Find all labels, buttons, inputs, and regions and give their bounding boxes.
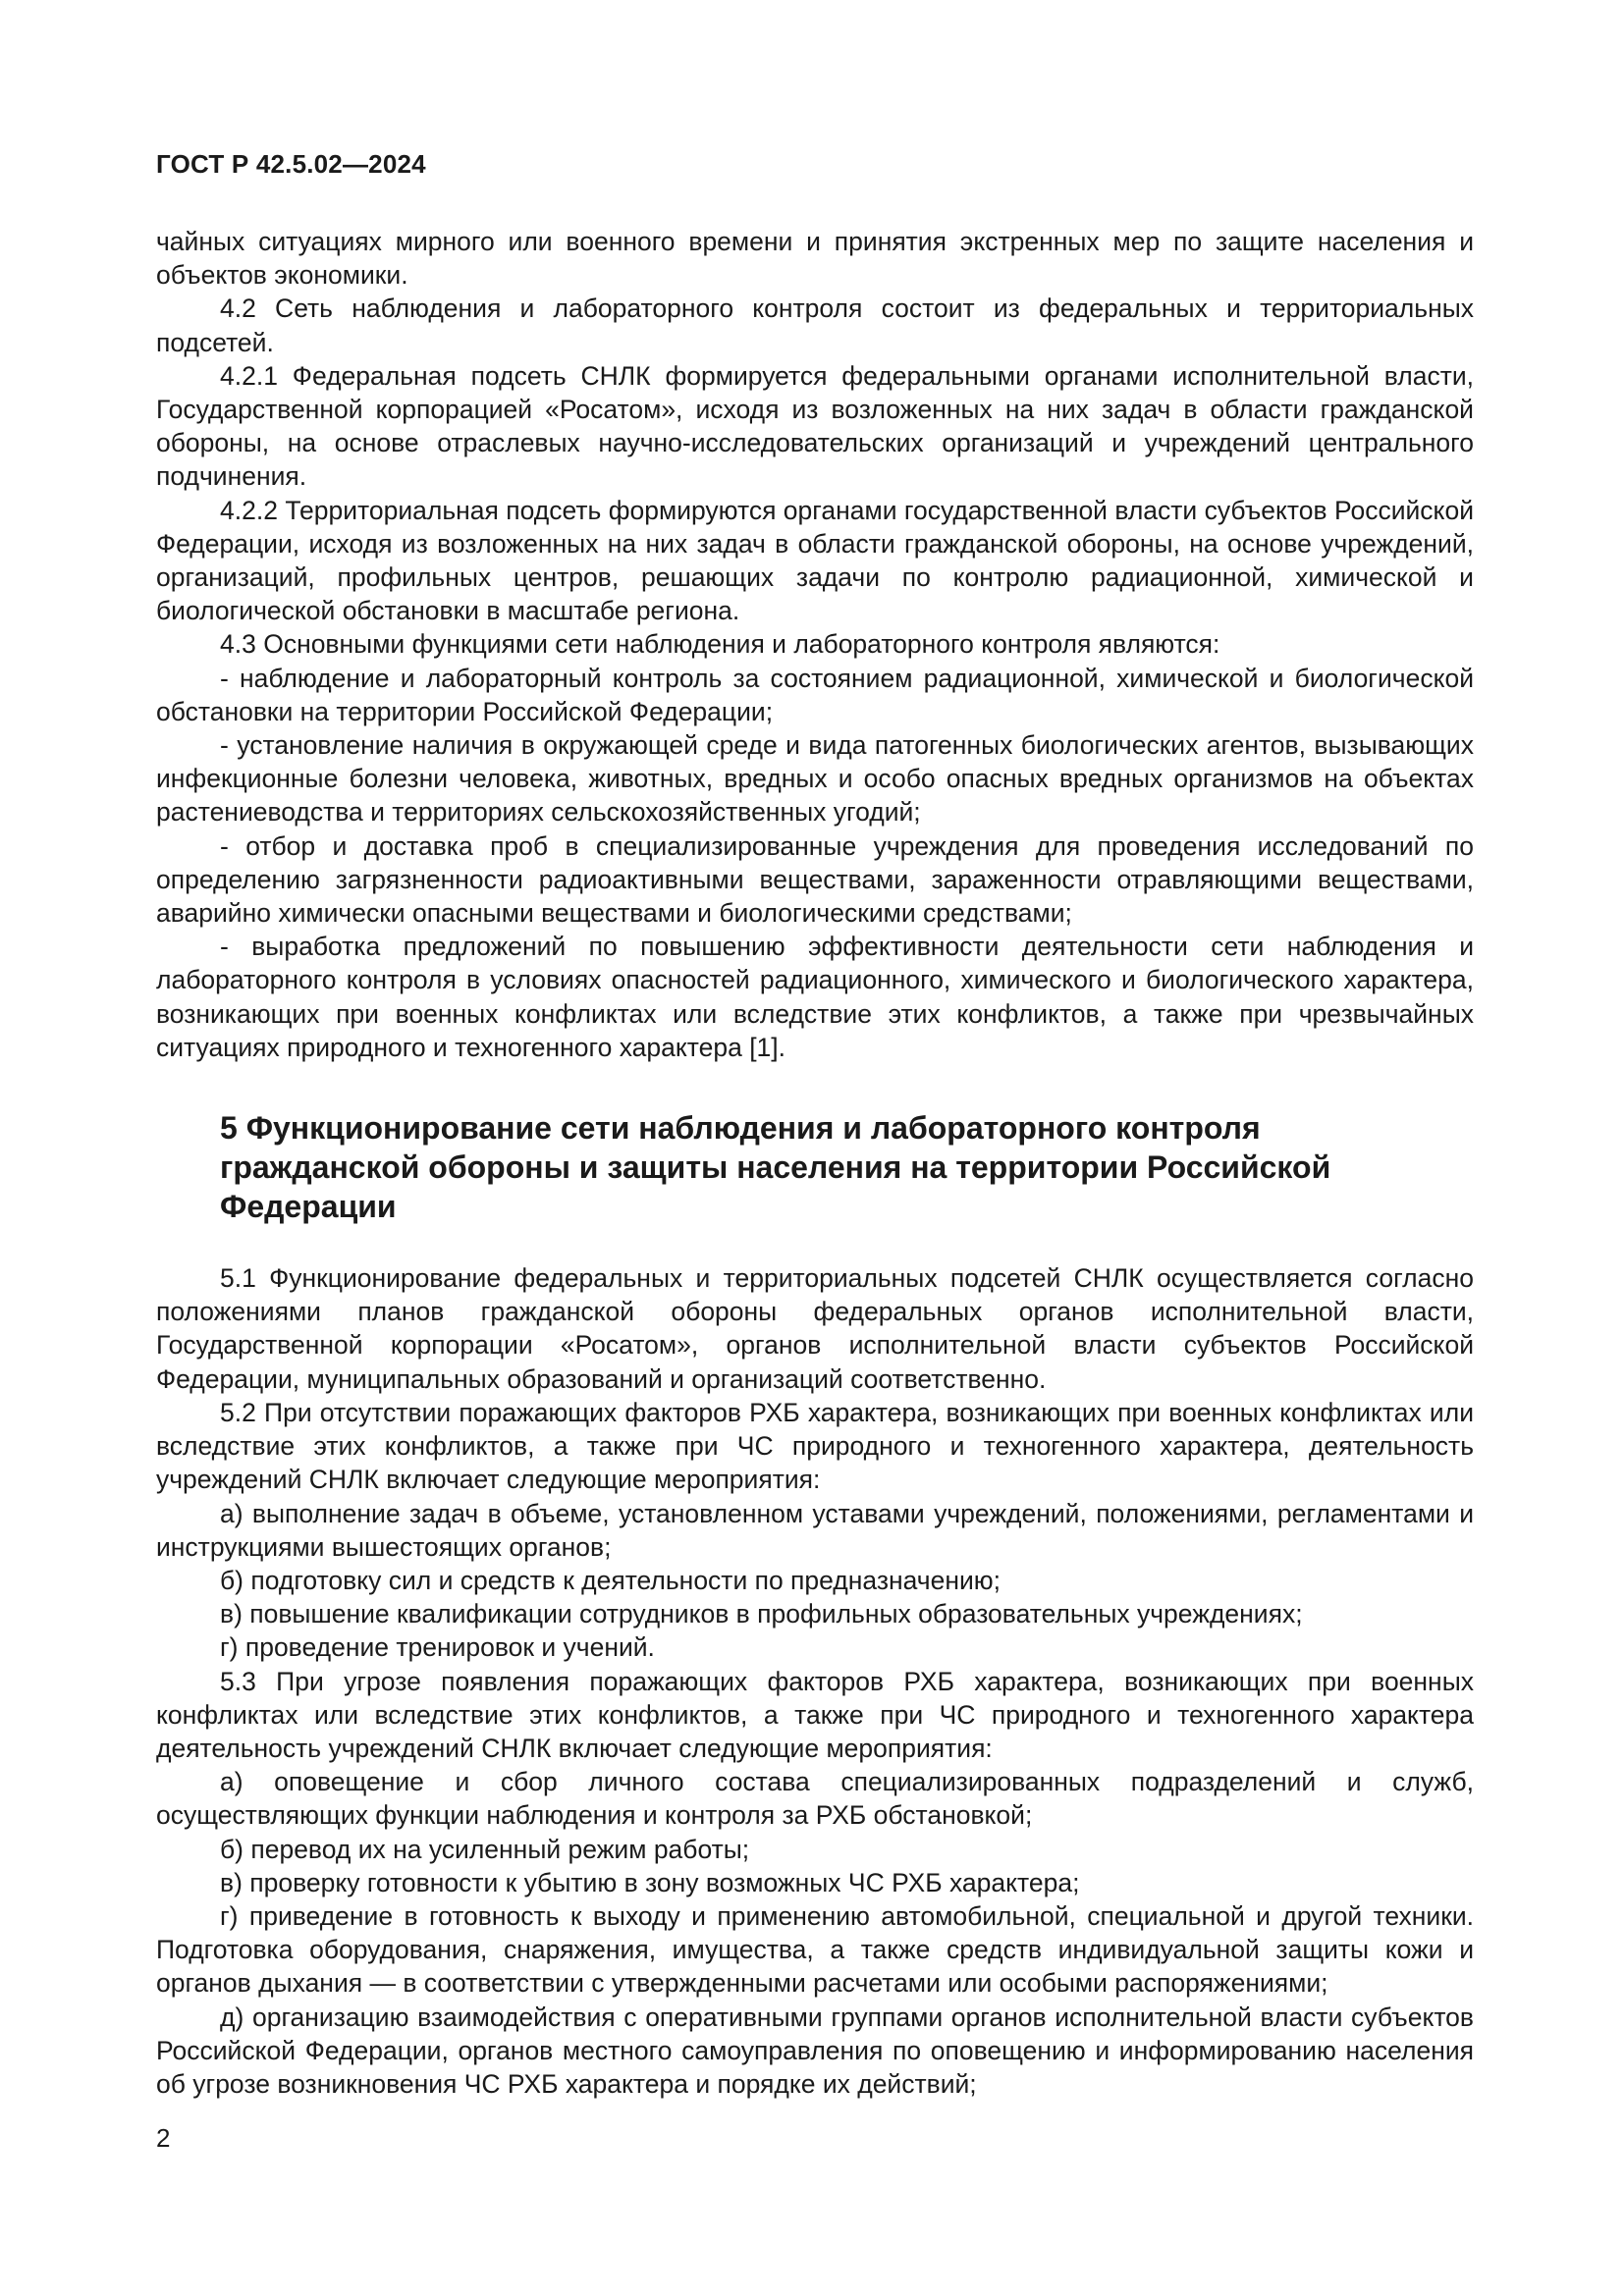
list-item: а) выполнение задач в объеме, установленном уставами учреждений, положениями, регламентами и инструкциями вышестоящих органов; (156, 1498, 1474, 1562)
paragraph-5-1: 5.1 Функционирование федеральных и территориальных подсетей СНЛК осуществляется согласно положениями планов гражданской обороны федеральных органов исполнительной власти, Государственной корпорации «Росатом», органов исполнительной власти субъектов Российской Федерации, муниципальных образований и организаций соответственно. (156, 1263, 1474, 1394)
page-content (156, 225, 1474, 2101)
page-number: 2 (156, 2123, 171, 2153)
paragraph-4-3: 4.3 Основными функциями сети наблюдения и лабораторного контроля являются: (220, 629, 1220, 660)
list-item: б) перевод их на усиленный режим работы; (220, 1834, 750, 1864)
list-item: в) проверку готовности к убытию в зону возможных ЧС РХБ характера; (220, 1867, 1080, 1897)
paragraph-4-2: 4.2 Сеть наблюдения и лабораторного контроля состоит из федеральных и территориальных подсетей. (156, 294, 1474, 357)
list-item: - отбор и доставка проб в специализированные учреждения для проведения исследований по определению загрязненности радиоактивными веществами, зараженности отравляющими веществами, аварийно химически опасными веществами и биологическими средствами; (156, 830, 1474, 929)
list-item: г) приведение в готовность к выходу и применению автомобильной, специальной и другой техники. Подготовка оборудования, снаряжения, имущества, а также средств индивидуальной защиты кожи и органов дыхания — в соответствии с утвержденными расчетами или особыми распоряжениями; (156, 1900, 1474, 1999)
list-item: - выработка предложений по повышению эффективности деятельности сети наблюдения и лабораторного контроля в условиях опасностей радиационного, химического и биологического характера, возникающих при военных конфликтах или вследствие этих конфликтов, а также при чрезвычайных ситуациях природного и техногенного характера [1]. (156, 932, 1474, 1062)
paragraph-continuation: чайных ситуациях мирного или военного времени и принятия экстренных мер по защите населения и объектов экономики. (156, 227, 1474, 291)
paragraph-5-2: 5.2 При отсутствии поражающих факторов РХБ характера, возникающих при военных конфликтах или вследствие этих конфликтов, а также при ЧС природного и техногенного характера, деятельность учреждений СНЛК включает следующие мероприятия: (156, 1397, 1474, 1495)
list-item: - наблюдение и лабораторный контроль за состоянием радиационной, химической и биологической обстановки на территории Российской Федерации; (156, 663, 1474, 726)
list-item: б) подготовку сил и средств к деятельности по предназначению; (220, 1565, 1001, 1595)
paragraph-4-2-1: 4.2.1 Федеральная подсеть СНЛК формируется федеральными органами исполнительной власти, Государственной корпорацией «Росатом», исходя из возложенных на них задач в области гражданской обороны, на основе отраслевых научно-исследовательских организаций и учреждений центрального подчинения. (156, 360, 1474, 492)
list-item: а) оповещение и сбор личного состава специализированных подразделений и служб, осуществляющих функции наблюдения и контроля за РХБ обстановкой; (156, 1767, 1474, 1831)
list-item: - установление наличия в окружающей среде и вида патогенных биологических агентов, вызывающих инфекционные болезни человека, животных, вредных и особо опасных вредных организмов на объектах растениеводства и территориях сельскохозяйственных угодий; (156, 730, 1474, 828)
section-5-heading: 5 Функционирование сети наблюдения и лабораторного контроля гражданской обороны и защиты населения на территории Российской Федерации (220, 1110, 1331, 1225)
list-item: д) организацию взаимодействия с оперативными группами органов исполнительной власти субъектов Российской Федерации, органов местного самоуправления по оповещению и информированию населения об угрозе возникновения ЧС РХБ характера и порядке их действий; (156, 2002, 1474, 2099)
paragraph-5-3: 5.3 При угрозе появления поражающих факторов РХБ характера, возникающих при военных конфликтах или вследствие этих конфликтов, а также при ЧС природного и техногенного характера деятельность учреждений СНЛК включает следующие мероприятия: (156, 1666, 1474, 1763)
document-code-header: ГОСТ Р 42.5.02—2024 (156, 149, 426, 179)
list-item: г) проведение тренировок и учений. (220, 1632, 655, 1663)
list-item: в) повышение квалификации сотрудников в профильных образовательных учреждениях; (220, 1599, 1303, 1629)
paragraph-4-2-2: 4.2.2 Территориальная подсеть формируются органами государственной власти субъектов Российской Федерации, исходя из возложенных на них задач в области гражданской обороны, на основе учреждений, организаций, профильных центров, решающих задачи по контролю радиационной, химической и биологической обстановки в масштабе региона. (156, 495, 1474, 626)
